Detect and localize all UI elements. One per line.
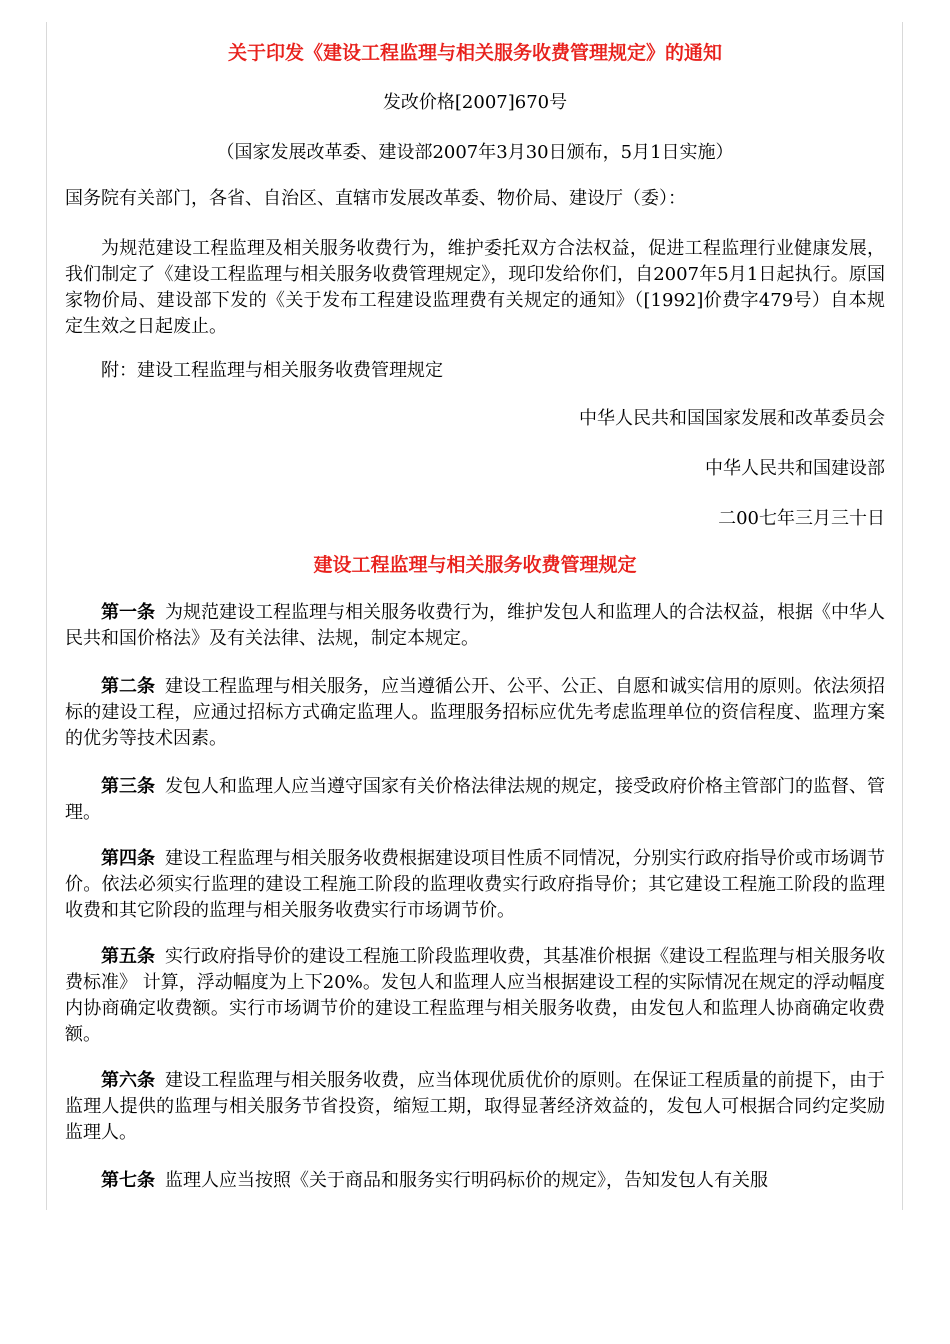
notice-body-paragraph: 为规范建设工程监理及相关服务收费行为，维护委托双方合法权益，促进工程监理行业健康发展，我们制定了《建设工程监理与相关服务收费管理规定》，现印发给你们，自2007年5月1日起执行。原国家物价局、建设部下发的《关于发布工程建设监理费有关规定的通知》（[1992]价费字479号）自本规定生效之日起废止。 bbox=[65, 238, 885, 337]
article-heading: 第一条 bbox=[101, 602, 155, 623]
article-heading: 第六条 bbox=[101, 1070, 155, 1091]
article-heading: 第五条 bbox=[101, 946, 155, 967]
article-7 bbox=[65, 1168, 885, 1194]
article-heading: 第三条 bbox=[101, 776, 155, 797]
notice-title: 关于印发《建设工程监理与相关服务收费管理规定》的通知 bbox=[227, 42, 722, 64]
article-1 bbox=[65, 600, 885, 652]
article-5 bbox=[65, 944, 885, 1048]
article-heading: 第二条 bbox=[101, 676, 155, 697]
article-text: 实行政府指导价的建设工程施工阶段监理收费，其基准价根据《建设工程监理与相关服务收费标准》 计算，浮动幅度为上下20%。发包人和监理人应当根据建设工程的实际情况在规定的浮动幅度内协商确定收费额。实行市场调节价的建设工程监理与相关服务收费，由发包人和监理人协商确定收费额。 bbox=[65, 946, 885, 1045]
article-4 bbox=[65, 846, 885, 924]
article-6 bbox=[65, 1068, 885, 1146]
issuance-note: （国家发展改革委、建设部2007年3月30日颁布，5月1日实施） bbox=[216, 142, 734, 163]
article-2 bbox=[65, 674, 885, 752]
article-text: 为规范建设工程监理与相关服务收费行为，维护发包人和监理人的合法权益，根据《中华人民共和国价格法》及有关法律、法规，制定本规定。 bbox=[65, 602, 885, 649]
article-text: 建设工程监理与相关服务收费根据建设项目性质不同情况，分别实行政府指导价或市场调节价。依法必须实行监理的建设工程施工阶段的监理收费实行政府指导价；其它建设工程施工阶段的监理收费和其它阶段的监理与相关服务收费实行市场调节价。 bbox=[65, 848, 885, 921]
article-heading: 第四条 bbox=[101, 848, 155, 869]
article-text: 建设工程监理与相关服务收费，应当体现优质优价的原则。在保证工程质量的前提下，由于监理人提供的监理与相关服务节省投资，缩短工期，取得显著经济效益的，发包人可根据合同约定奖励监理人。 bbox=[65, 1070, 885, 1143]
article-3 bbox=[65, 774, 885, 826]
signatory-ndrc: 中华人民共和国国家发展和改革委员会 bbox=[579, 408, 885, 429]
signing-date: 二00七年三月三十日 bbox=[718, 508, 885, 529]
regulation-title: 建设工程监理与相关服务收费管理规定 bbox=[313, 554, 637, 576]
document-page bbox=[46, 22, 903, 1210]
attachment-line: 附：建设工程监理与相关服务收费管理规定 bbox=[101, 360, 443, 381]
signatory-moc: 中华人民共和国建设部 bbox=[705, 458, 885, 479]
article-text: 建设工程监理与相关服务，应当遵循公开、公平、公正、自愿和诚实信用的原则。依法须招标的建设工程，应通过招标方式确定监理人。监理服务招标应优先考虑监理单位的资信程度、监理方案的优劣等技术因素。 bbox=[65, 676, 885, 749]
addressee-line: 国务院有关部门，各省、自治区、直辖市发展改革委、物价局、建设厅（委）： bbox=[65, 188, 686, 209]
article-text: 发包人和监理人应当遵守国家有关价格法律法规的规定，接受政府价格主管部门的监督、管理。 bbox=[65, 776, 885, 823]
document-number: 发改价格[2007]670号 bbox=[382, 92, 568, 113]
article-heading: 第七条 bbox=[101, 1170, 155, 1191]
article-text: 监理人应当按照《关于商品和服务实行明码标价的规定》，告知发包人有关服 bbox=[165, 1170, 768, 1191]
